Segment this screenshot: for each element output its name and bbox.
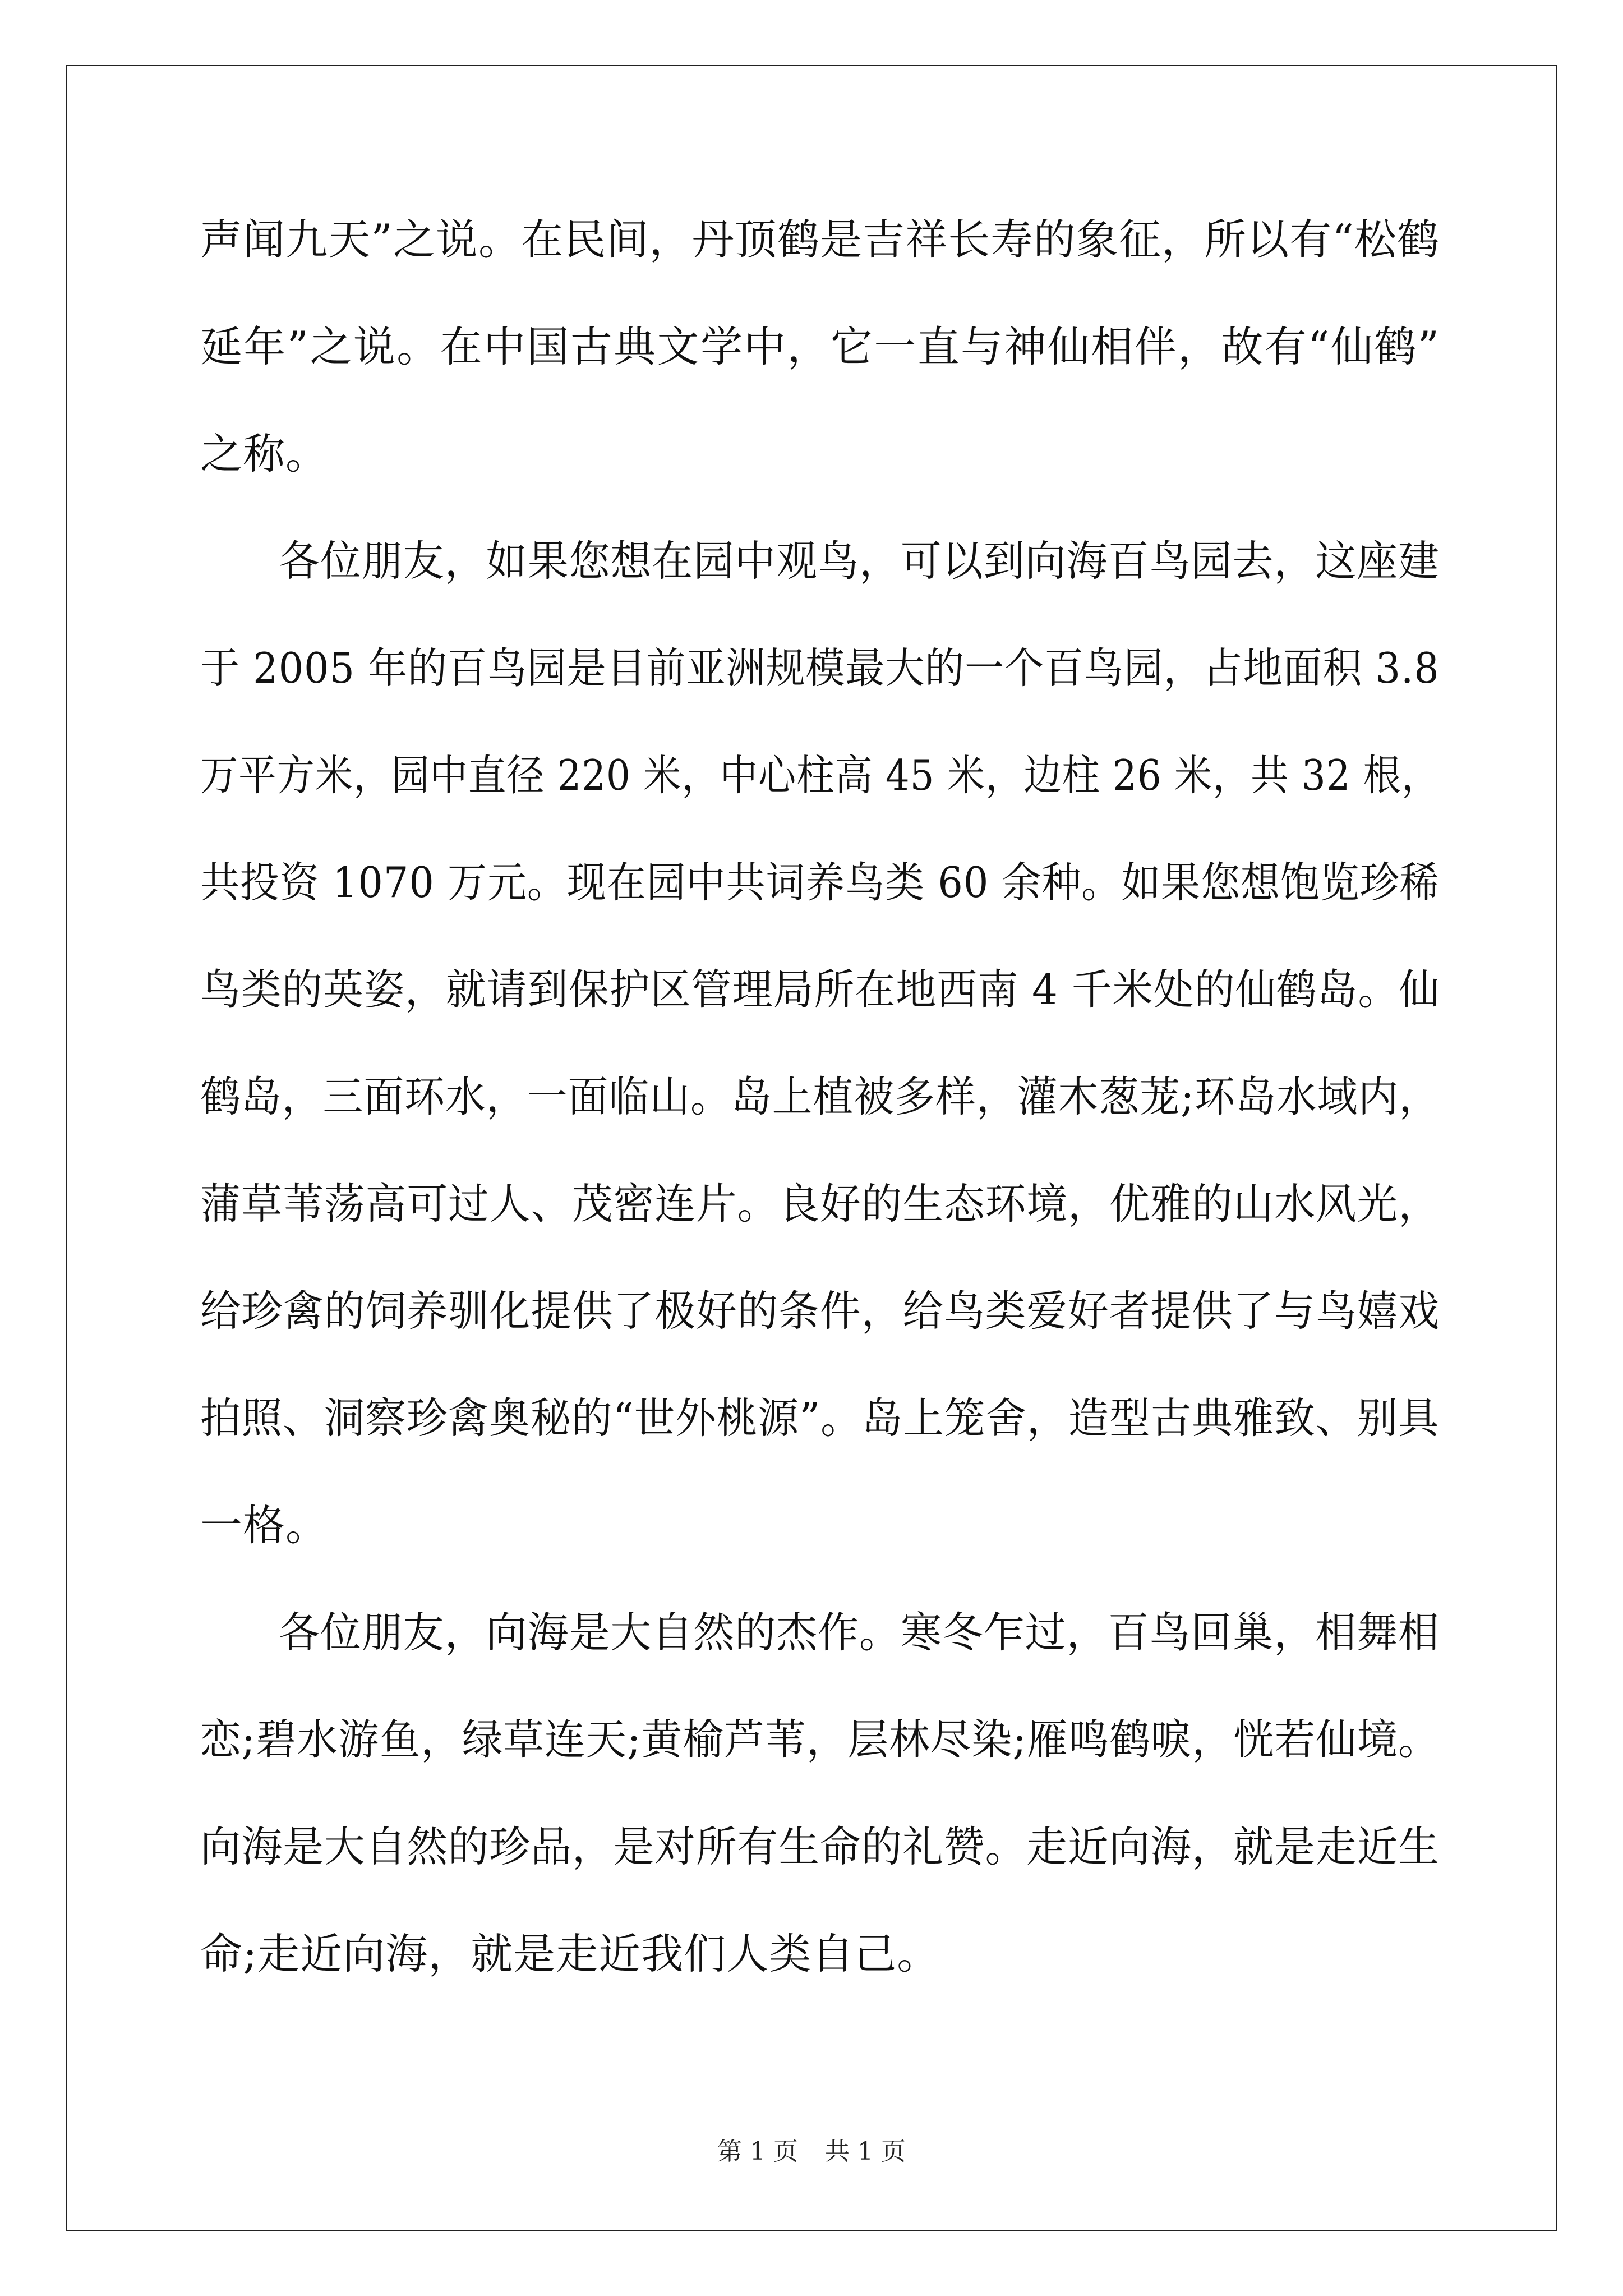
text-line: 恋;碧水游鱼，绿草连天;黄榆芦苇，层林尽染;雁鸣鹤唳，恍若仙境。 <box>200 1715 1440 1764</box>
page-footer <box>0 2131 1623 2167</box>
text-line: 鹤岛，三面环水，一面临山。岛上植被多样，灌木葱茏;环岛水域内， <box>200 1072 1440 1121</box>
text-line: 声闻九天”之说。在民间，丹顶鹤是吉祥长寿的象征，所以有“松鹤 <box>200 215 1440 264</box>
page-total: 共 1 页 <box>825 2137 906 2166</box>
text-line: 拍照、洞察珍禽奥秘的“世外桃源”。岛上笼舍，造型古典雅致、别具 <box>200 1393 1440 1443</box>
text-line: 万平方米，园中直径 220 米，中心柱高 45 米，边柱 26 米，共 32 根， <box>200 751 1440 800</box>
text-line: 向海是大自然的珍品，是对所有生命的礼赞。走近向海，就是走近生 <box>200 1822 1440 1871</box>
text-line: 命;走近向海，就是走近我们人类自己。 <box>200 1929 940 1978</box>
text-line: 延年”之说。在中国古典文学中，它一直与神仙相伴，故有“仙鹤” <box>200 322 1440 371</box>
text-line: 各位朋友，向海是大自然的杰作。寒冬乍过，百鸟回巢，相舞相 <box>279 1608 1440 1657</box>
text-line: 给珍禽的饲养驯化提供了极好的条件，给鸟类爱好者提供了与鸟嬉戏 <box>200 1286 1440 1336</box>
text-line: 鸟类的英姿，就请到保护区管理局所在地西南 4 千米处的仙鹤岛。仙 <box>200 965 1440 1014</box>
document-body <box>200 215 1440 2040</box>
text-line: 共投资 1070 万元。现在园中共词养鸟类 60 余种。如果您想饱览珍稀 <box>200 858 1440 907</box>
text-line: 于 2005 年的百鸟园是目前亚洲规模最大的一个百鸟园，占地面积 3.8 <box>200 643 1440 693</box>
page-number: 第 1 页 <box>717 2137 798 2166</box>
text-line: 一格。 <box>200 1501 329 1550</box>
text-line: 各位朋友，如果您想在园中观鸟，可以到向海百鸟园去，这座建 <box>279 536 1440 586</box>
text-line: 之称。 <box>200 429 329 478</box>
text-line: 蒲草苇荡高可过人、茂密连片。良好的生态环境，优雅的山水风光， <box>200 1179 1440 1228</box>
